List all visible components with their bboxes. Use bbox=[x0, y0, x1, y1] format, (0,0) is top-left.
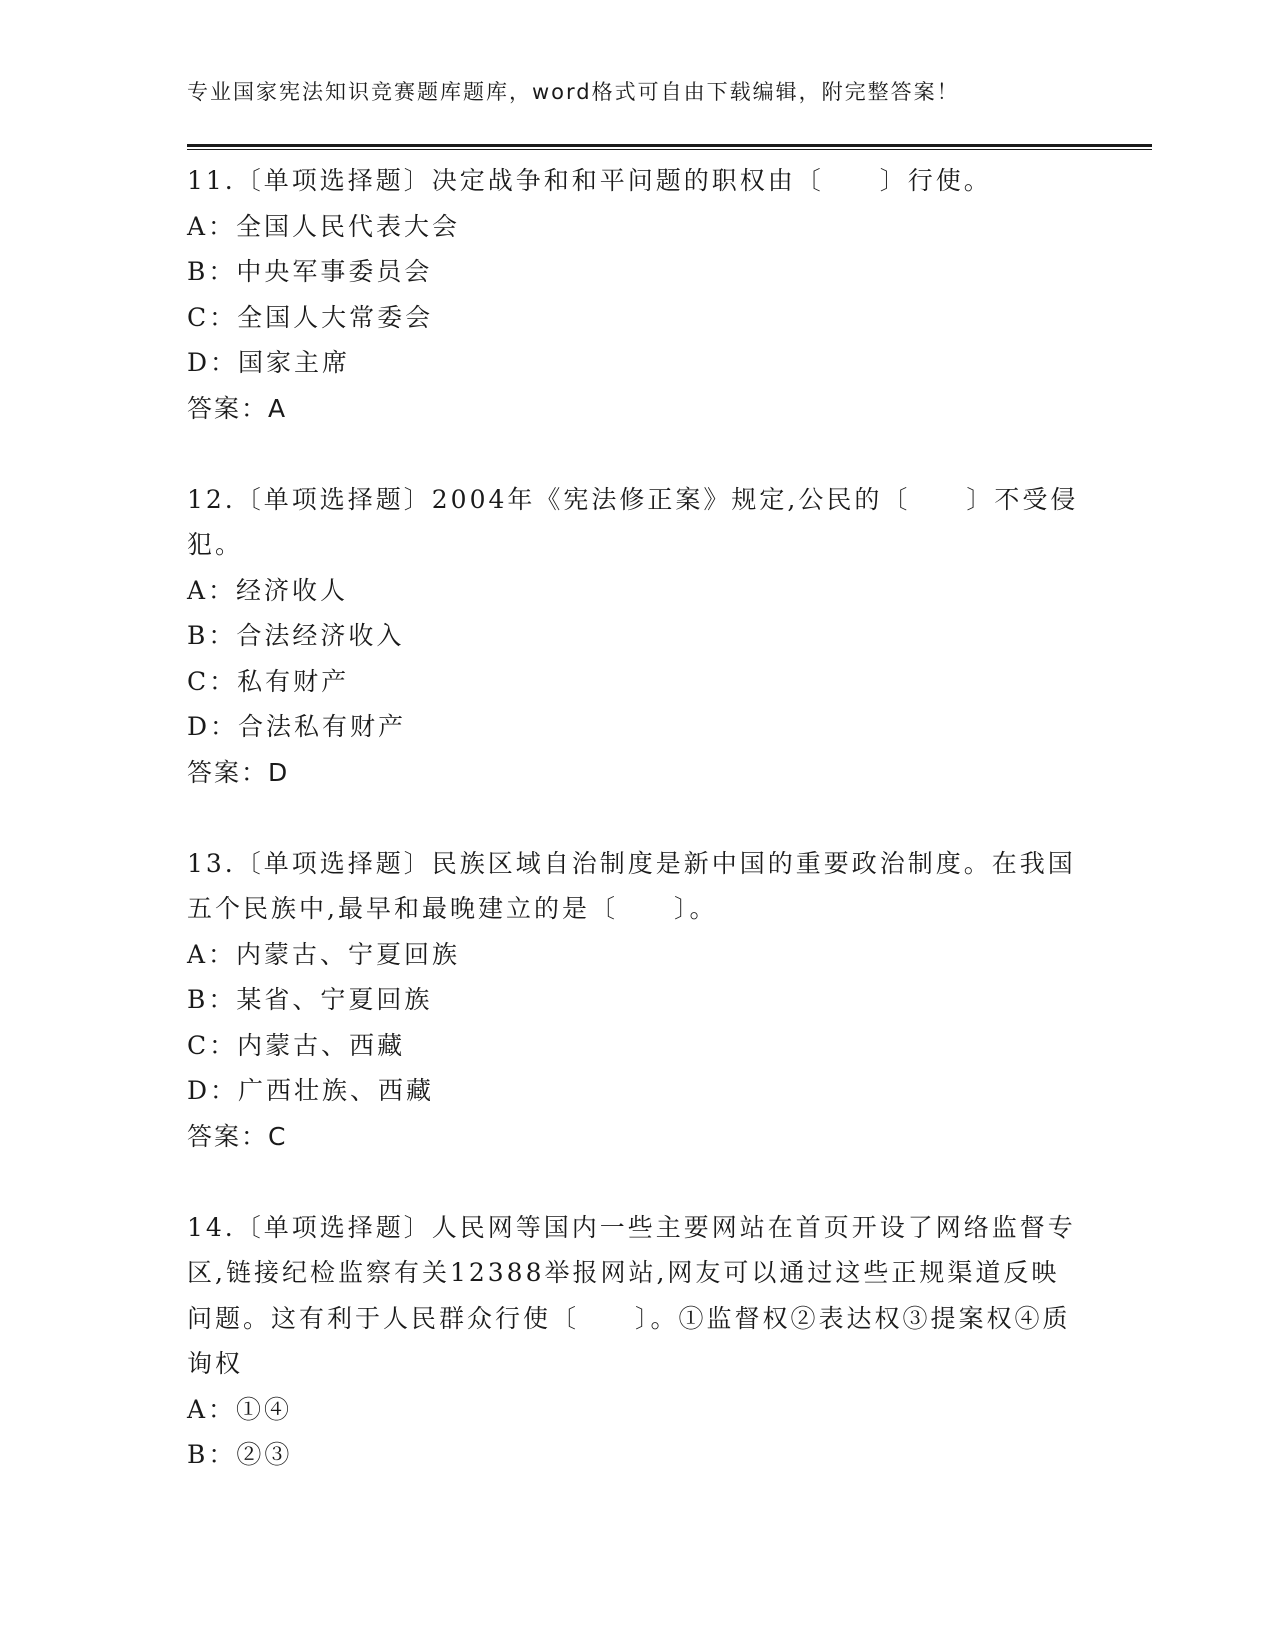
header-divider bbox=[187, 144, 1152, 151]
question-stem: 14.〔单项选择题〕人民网等国内一些主要网站在首页开设了网络监督专区,链接纪检监察有关12388举报网站,网友可以通过这些正规渠道反映问题。这有利于人民群众行使〔 〕。①监督权②表达权③提案权④质询权 bbox=[187, 1212, 1076, 1378]
option-d: D：广西壮族、西藏 bbox=[187, 1076, 435, 1105]
question-13 bbox=[187, 841, 1087, 1160]
option-c: C：私有财产 bbox=[187, 666, 350, 696]
question-stem: 11.〔单项选择题〕决定战争和和平问题的职权由〔 〕行使。 bbox=[187, 166, 992, 195]
answer: 答案：A bbox=[187, 393, 288, 423]
question-stem: 12.〔单项选择题〕2004年《宪法修正案》规定,公民的〔 〕不受侵犯。 bbox=[187, 484, 1079, 559]
option-c: C：全国人大常委会 bbox=[187, 302, 434, 332]
answer: 答案：D bbox=[187, 757, 290, 787]
option-b: B：②③ bbox=[187, 1440, 293, 1469]
option-b: B：中央军事委员会 bbox=[187, 257, 433, 286]
answer: 答案：C bbox=[187, 1121, 288, 1151]
option-d: D：国家主席 bbox=[187, 348, 351, 377]
option-a: A：①④ bbox=[187, 1394, 293, 1424]
question-11 bbox=[187, 158, 1087, 431]
option-a: A：经济收人 bbox=[187, 575, 349, 605]
option-a: A：内蒙古、宁夏回族 bbox=[187, 939, 461, 969]
question-stem: 13.〔单项选择题〕民族区域自治制度是新中国的重要政治制度。在我国五个民族中,最早和最晚建立的是〔 〕。 bbox=[187, 848, 1076, 923]
question-12 bbox=[187, 477, 1087, 796]
question-14 bbox=[187, 1205, 1087, 1478]
option-c: C：内蒙古、西藏 bbox=[187, 1030, 406, 1060]
question-list bbox=[187, 158, 1087, 1478]
page-header: 专业国家宪法知识竞赛题库题库，word格式可自由下载编辑，附完整答案！ bbox=[187, 80, 960, 104]
option-b: B：合法经济收入 bbox=[187, 621, 405, 650]
option-d: D：合法私有财产 bbox=[187, 712, 407, 741]
option-a: A：全国人民代表大会 bbox=[187, 211, 461, 241]
option-b: B：某省、宁夏回族 bbox=[187, 985, 433, 1014]
